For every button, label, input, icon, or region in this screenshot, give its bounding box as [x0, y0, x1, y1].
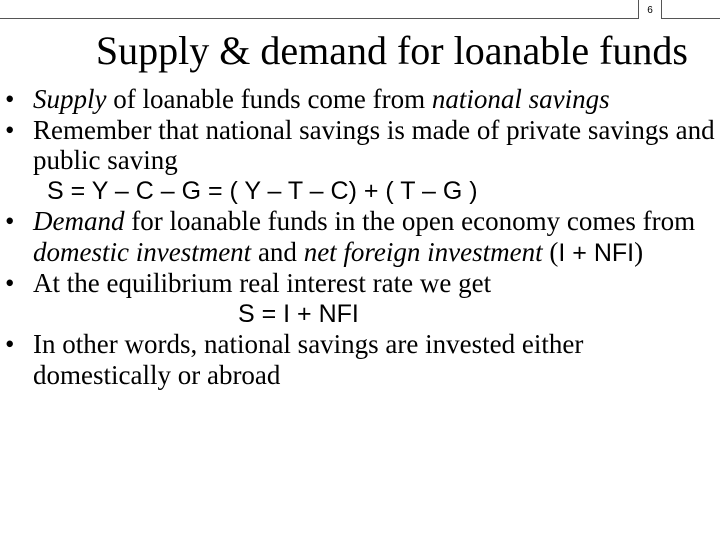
term-supply: Supply	[33, 84, 107, 114]
term-demand: Demand	[33, 206, 125, 236]
bullet-national-savings	[0, 115, 720, 176]
savings-equation: S = Y – C – G = ( Y – T – C) + ( T – G )	[47, 176, 478, 205]
bullet-text: for loanable funds in the open economy comes from	[124, 206, 696, 236]
bullet-demand	[0, 206, 720, 268]
bullet-icon: •	[5, 114, 15, 145]
bullet-text: and	[251, 236, 304, 267]
bullet-other-words	[0, 329, 720, 390]
bullet-equilibrium	[0, 268, 720, 299]
term-net-foreign-investment: net foreign investment	[303, 236, 543, 267]
bullet-icon: •	[5, 268, 15, 298]
bullet-icon: •	[5, 84, 15, 114]
bullet-text: (	[542, 236, 559, 267]
equilibrium-equation: S = I + NFI	[238, 299, 359, 328]
bullet-text: In other words, national savings are invested either domestically or abroad	[33, 329, 584, 390]
bullet-icon: •	[5, 206, 15, 236]
bullet-text: )	[634, 236, 644, 267]
bullet-icon: •	[5, 329, 15, 359]
term-national-savings: national savings	[431, 84, 610, 114]
slide-body	[0, 84, 720, 390]
header-rule	[0, 18, 720, 19]
bullet-text: At the equilibrium real interest rate we get	[33, 268, 492, 298]
bullet-text: of loanable funds come from	[106, 84, 432, 114]
term-domestic-investment: domestic investment	[33, 236, 252, 267]
slide-title: Supply & demand for loanable funds	[95, 28, 688, 73]
term-i-nfi: I + NFI	[558, 238, 635, 267]
page-number: 6	[638, 0, 662, 19]
bullet-supply	[0, 84, 720, 115]
bullet-text: Remember that national savings is made of private savings and public saving	[33, 114, 715, 175]
